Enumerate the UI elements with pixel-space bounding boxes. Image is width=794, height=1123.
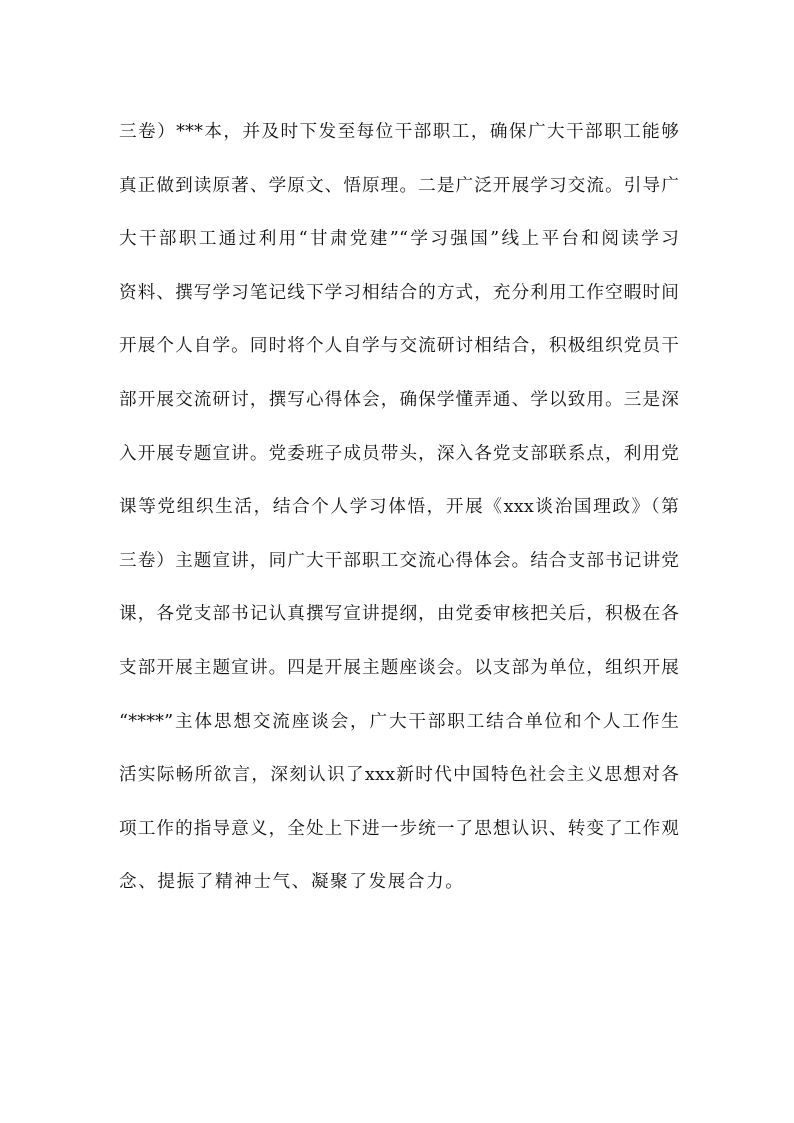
body-paragraph	[119, 112, 679, 916]
paragraph-line: 课等党组织生活，结合个人学习体悟，开展《xxx谈治国理政》（第	[119, 497, 679, 518]
paragraph-line: 课，各党支部书记认真撰写宣讲提纲，由党委审核把关后，积极在各	[119, 604, 679, 625]
paragraph-line: 真正做到读原著、学原文、悟原理。二是广泛开展学习交流。引导广	[119, 175, 679, 196]
paragraph-line: 活实际畅所欲言，深刻认识了xxx新时代中国特色社会主义思想对各	[119, 765, 679, 786]
paragraph-line: 三卷）***本，并及时下发至每位干部职工，确保广大干部职工能够	[119, 122, 679, 142]
paragraph-line: 大干部职工通过利用“甘肃党建”“学习强国”线上平台和阅读学习	[119, 229, 679, 250]
paragraph-last-line: 念、提振了精神士气、凝聚了发展合力。	[119, 872, 465, 893]
paragraph-line: 入开展专题宣讲。党委班子成员带头，深入各党支部联系点，利用党	[119, 443, 679, 464]
paragraph-line: 部开展交流研讨，撰写心得体会，确保学懂弄通、学以致用。三是深	[119, 389, 679, 410]
paragraph-line: 资料、撰写学习笔记线下学习相结合的方式，充分利用工作空暇时间	[119, 282, 679, 303]
paragraph-line: 开展个人自学。同时将个人自学与交流研讨相结合，积极组织党员干	[119, 336, 679, 357]
paragraph-line: 三卷）主题宣讲，同广大干部职工交流心得体会。结合支部书记讲党	[119, 550, 679, 571]
paragraph-line: 支部开展主题宣讲。四是开展主题座谈会。以支部为单位，组织开展	[119, 657, 679, 678]
paragraph-line: “****”主体思想交流座谈会，广大干部职工结合单位和个人工作生	[119, 711, 679, 732]
paragraph-line: 项工作的指导意义，全处上下进一步统一了思想认识、转变了工作观	[119, 818, 679, 839]
